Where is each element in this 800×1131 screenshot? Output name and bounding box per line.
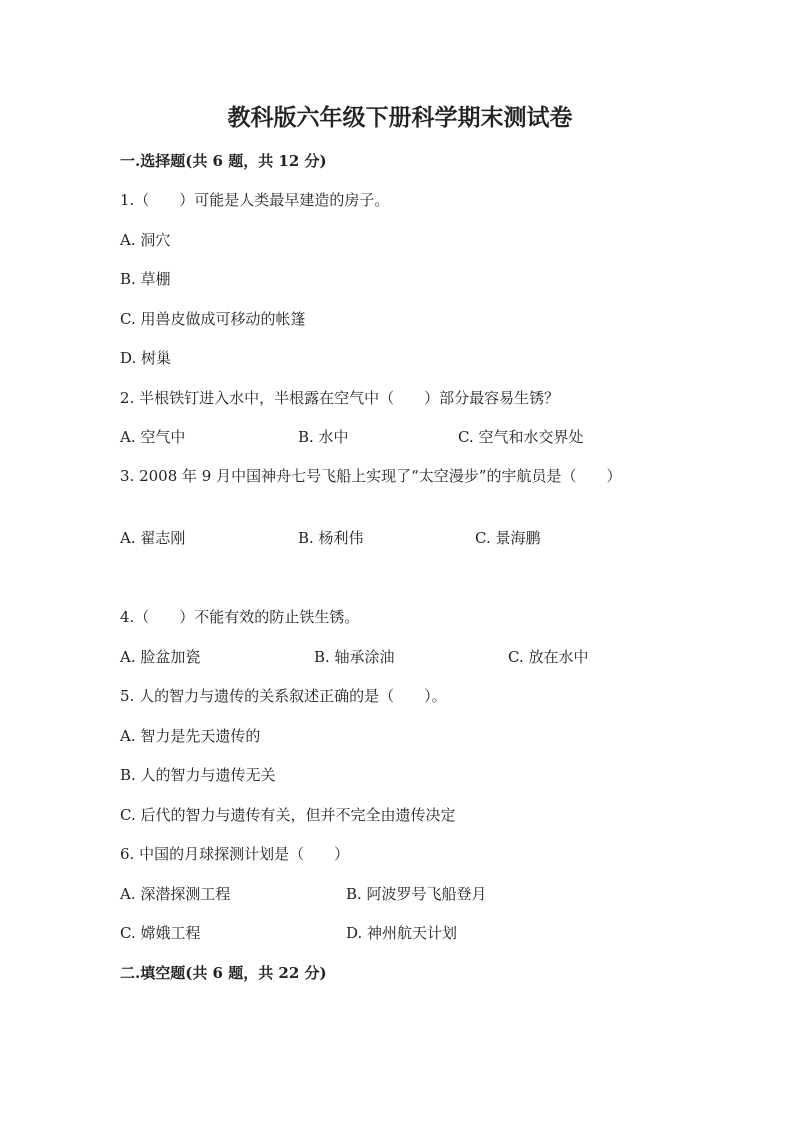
- question-4-option-b: B. 轴承涂油: [314, 648, 395, 666]
- question-6-option-b: B. 阿波罗号飞船登月: [346, 885, 487, 903]
- question-1-option-d: D. 树巢: [120, 349, 172, 367]
- question-1-option-c: C. 用兽皮做成可移动的帐篷: [120, 310, 306, 328]
- question-1-option-a: A. 洞穴: [120, 231, 171, 249]
- question-2-option-a: A. 空气中: [120, 428, 186, 446]
- page-title: 教科版六年级下册科学期末测试卷: [227, 104, 573, 131]
- question-6-option-a: A. 深潜探测工程: [120, 885, 231, 903]
- question-3-option-b: B. 杨利伟: [298, 529, 364, 547]
- question-5-option-b: B. 人的智力与遗传无关: [120, 766, 276, 784]
- question-4-option-a: A. 脸盆加瓷: [120, 648, 201, 666]
- question-2-option-c: C. 空气和水交界处: [458, 428, 584, 446]
- question-2-stem: 2. 半根铁钉进入水中，半根露在空气中（ ）部分最容易生锈？: [120, 389, 560, 407]
- question-4-option-c: C. 放在水中: [508, 648, 589, 666]
- question-4-stem: 4.（ ）不能有效的防止铁生锈。: [120, 608, 360, 626]
- question-3-option-c: C. 景海鹏: [475, 529, 541, 547]
- question-1-option-b: B. 草棚: [120, 270, 171, 288]
- section-heading-choice: 一.选择题(共 6 题，共 12 分): [120, 152, 327, 170]
- question-1-stem: 1.（ ）可能是人类最早建造的房子。: [120, 191, 390, 209]
- question-2-option-b: B. 水中: [298, 428, 349, 446]
- question-5-stem: 5. 人的智力与遗传的关系叙述正确的是（ ）。: [120, 687, 447, 705]
- question-6-option-c: C. 嫦娥工程: [120, 924, 201, 942]
- question-3-stem: 3. 2008 年 9 月中国神舟七号飞船上实现了“太空漫步”的宇航员是（ ）: [120, 467, 622, 485]
- question-3-option-a: A. 翟志刚: [120, 529, 186, 547]
- question-6-stem: 6. 中国的月球探测计划是（ ）: [120, 845, 350, 863]
- section-heading-fill-in: 二.填空题(共 6 题，共 22 分): [120, 964, 327, 982]
- question-5-option-c: C. 后代的智力与遗传有关，但并不完全由遗传决定: [120, 806, 456, 824]
- question-6-option-d: D. 神州航天计划: [346, 924, 458, 942]
- question-5-option-a: A. 智力是先天遗传的: [120, 727, 261, 745]
